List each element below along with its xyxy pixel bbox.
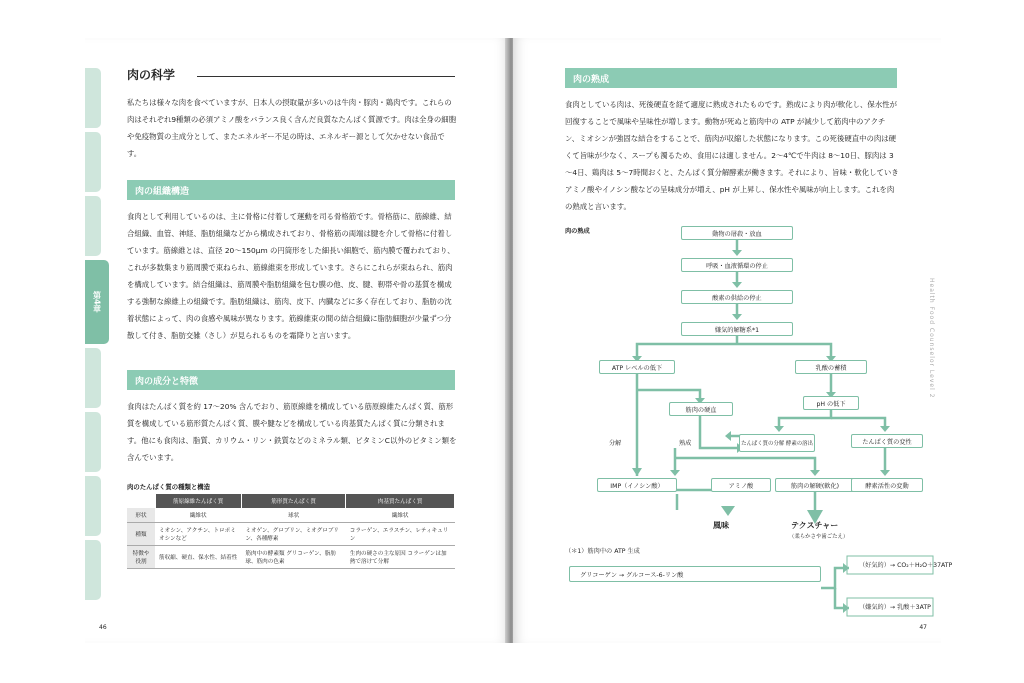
table-row xyxy=(127,546,455,569)
chapter-tab-3[interactable] xyxy=(85,196,101,256)
note-right-anaerobic: （嫌気的）→ 乳酸＋3ATP xyxy=(851,598,929,614)
table-cell: 筋肉中の酵素類 グリコーゲン、脂肪球、筋肉の色素 xyxy=(241,546,345,569)
flow-node: たんぱく質の分解 酵素の溶出 xyxy=(739,434,815,452)
flow-node: アミノ酸 xyxy=(711,478,771,492)
flow-node: IMP（イノシン酸） xyxy=(597,478,677,492)
table-row xyxy=(127,508,455,523)
table-cell: 筋収縮、硬直、保水性、結着性 xyxy=(155,546,241,569)
title-rule xyxy=(197,76,455,77)
chapter-tab-1[interactable] xyxy=(85,68,101,128)
page-title: 肉の科学 xyxy=(127,68,176,82)
table-header: 筋形質たんぱく質 xyxy=(241,494,345,508)
flow-node: 嫌気的解糖系*1 xyxy=(681,322,793,336)
section-heading-components: 肉の成分と特徴 xyxy=(127,370,455,390)
flow-node: 乳酸の蓄積 xyxy=(795,360,867,374)
table-header: 筋原線維たんぱく質 xyxy=(155,494,241,508)
page-number-right: 47 xyxy=(919,624,927,631)
flow-node: たんぱく質の変性 xyxy=(851,434,923,448)
structure-paragraph: 食肉として利用しているのは、主に骨格に付着して運動を司る骨格筋です。骨格筋に、筋線維、結合組織、血管、神経、脂肪組織などから構成されており、骨格筋の両端は腱を介して骨格に付着しています。筋線維とは、直径 20～150μm の円筒形をした細長い細胞で、筋内膜で覆われており、これが多数集まり筋周膜で束ねられ、筋線維束を形成しています。さらにこれらが束ねられ、筋肉を構成しています。結合組織は、筋周膜や脂肪組織を包む膜の他、皮、腱、靭帯や骨の基質を構成する強靭な線維上の組織です。脂肪組織は、筋肉、皮下、内臓などに多く存在しており、脂肪の沈着状態によって、肉の食感や風味が異なります。筋線維束の間の結合組織に脂肪細胞が少量ずつ分散して付き、脂肪交雑（さし）が見られるものを霜降りと言います。 xyxy=(127,212,455,340)
chapter-tab-7[interactable] xyxy=(85,476,101,536)
side-running-text: Health Food Counselor Level 2 xyxy=(928,278,935,399)
left-page xyxy=(85,38,509,643)
section-heading-structure: 肉の組織構造 xyxy=(127,180,455,200)
right-page xyxy=(513,38,953,643)
book-spread xyxy=(85,38,953,643)
flow-node: 酵素活性の変動 xyxy=(851,478,923,492)
note-brackets xyxy=(845,554,937,618)
table-row xyxy=(127,523,455,546)
table-cell: ミオシン、アクチン、トロポミオシンなど xyxy=(155,523,241,546)
chapter-tab-2[interactable] xyxy=(85,132,101,192)
table-cell: 繊維状 xyxy=(346,508,455,523)
outcome-texture: テクスチャー xyxy=(791,521,839,530)
table-title: 肉のたんぱく質の種類と構造 xyxy=(127,483,211,491)
protein-table xyxy=(127,494,455,569)
chapter-tab-4[interactable]: 第4章 xyxy=(85,260,109,344)
flow-node: 筋肉の硬直 xyxy=(669,402,733,416)
note-right-aerobic: （好気的）→ CO₂＋H₂O＋37ATP xyxy=(851,556,929,572)
note-left-box: グリコーゲン → グルコース-6-リン酸 xyxy=(569,566,821,582)
flow-node: 筋肉の解硬(軟化) xyxy=(775,478,855,492)
page-number-left: 46 xyxy=(99,624,107,631)
diagram-title: 肉の熟成 xyxy=(565,228,590,235)
intro-paragraph: 私たちは様々な肉を食べていますが、日本人の摂取量が多いのは牛肉・豚肉・鶏肉です。これらの肉はそれぞれ9種類の必須アミノ酸をバランス良く含んだ良質なたんぱく質源です。肉は全身の細胞や免疫物質の主成分として、またエネルギー不足の時は、エネルギー源として欠かせない食品です。 xyxy=(127,98,457,158)
table-cell: コラーゲン、エラスチン、レティキュリン xyxy=(346,523,455,546)
outcome-texture-sub: （柔らかさや歯ごたえ） xyxy=(789,534,849,540)
outcome-flavor: 風味 xyxy=(713,521,729,530)
chapter-tab-5[interactable] xyxy=(85,348,101,408)
flow-node: 動物の屠殺・放血 xyxy=(681,226,793,240)
chapter-tab-6[interactable] xyxy=(85,412,101,472)
flow-node: 呼吸・血液循環の停止 xyxy=(681,258,793,272)
label-aging: 熟成 xyxy=(679,440,692,447)
section-heading-aging: 肉の熟成 xyxy=(565,68,897,88)
components-paragraph: 食肉はたんぱく質を約 17～20% 含んでおり、筋原線維を構成している筋原線維たんぱく質、筋形質を構成している筋形質たんぱく質、膜や腱などを構成している肉基質たんぱく質に分類されます。他にも食肉は、脂質、カリウム・リン・鉄質などのミネラル類、ビタミンC以外のビタミン類を含んでいます。 xyxy=(127,402,457,462)
chapter-tab-8[interactable] xyxy=(85,540,101,600)
table-cell: ミオゲン、グロブリン、ミオグロブリン、各種酵素 xyxy=(241,523,345,546)
flow-node: ATP レベルの低下 xyxy=(599,360,675,374)
table-cell: 球状 xyxy=(241,508,345,523)
label-decomposition: 分解 xyxy=(609,440,622,447)
table-header-blank xyxy=(127,494,155,508)
chapter-tabs xyxy=(85,68,101,628)
table-cell: 繊維状 xyxy=(155,508,241,523)
row-header: 特徴や役割 xyxy=(127,546,155,569)
note-title: （＊1）筋肉中の ATP 生成 xyxy=(565,548,640,555)
table-cell: 生肉の硬さの主な原因 コラーゲンは加熱で溶けて分解 xyxy=(346,546,455,569)
flow-node: 酸素の供給の停止 xyxy=(681,290,793,304)
row-header: 形状 xyxy=(127,508,155,523)
row-header: 種類 xyxy=(127,523,155,546)
aging-paragraph: 食肉としている肉は、死後硬直を経て適度に熟成されたものです。熟成により肉が軟化し、保水性が回復することで風味や呈味性が増します。動物が死ぬと筋肉中の ATP が減少して筋肉中のアクチン、ミオシンが強固な結合をすることで、筋肉が収縮した状態になります。この死後硬直中の肉は硬くて旨味が少なく、スープも濁るため、食用には適しません。2～4℃で牛肉は 8～10日、豚肉は 3～4日、鶏肉は 5～7時間おくと、たんぱく質分解酵素が働きます。それにより、旨味・軟化していきアミノ酸やイノシン酸などの呈味成分が増え、pH が上昇し、保水性や風味が向上します。これを肉の熟成と言います。 xyxy=(565,100,899,211)
table-header: 肉基質たんぱく質 xyxy=(346,494,455,508)
flow-node: pH の低下 xyxy=(803,396,859,410)
